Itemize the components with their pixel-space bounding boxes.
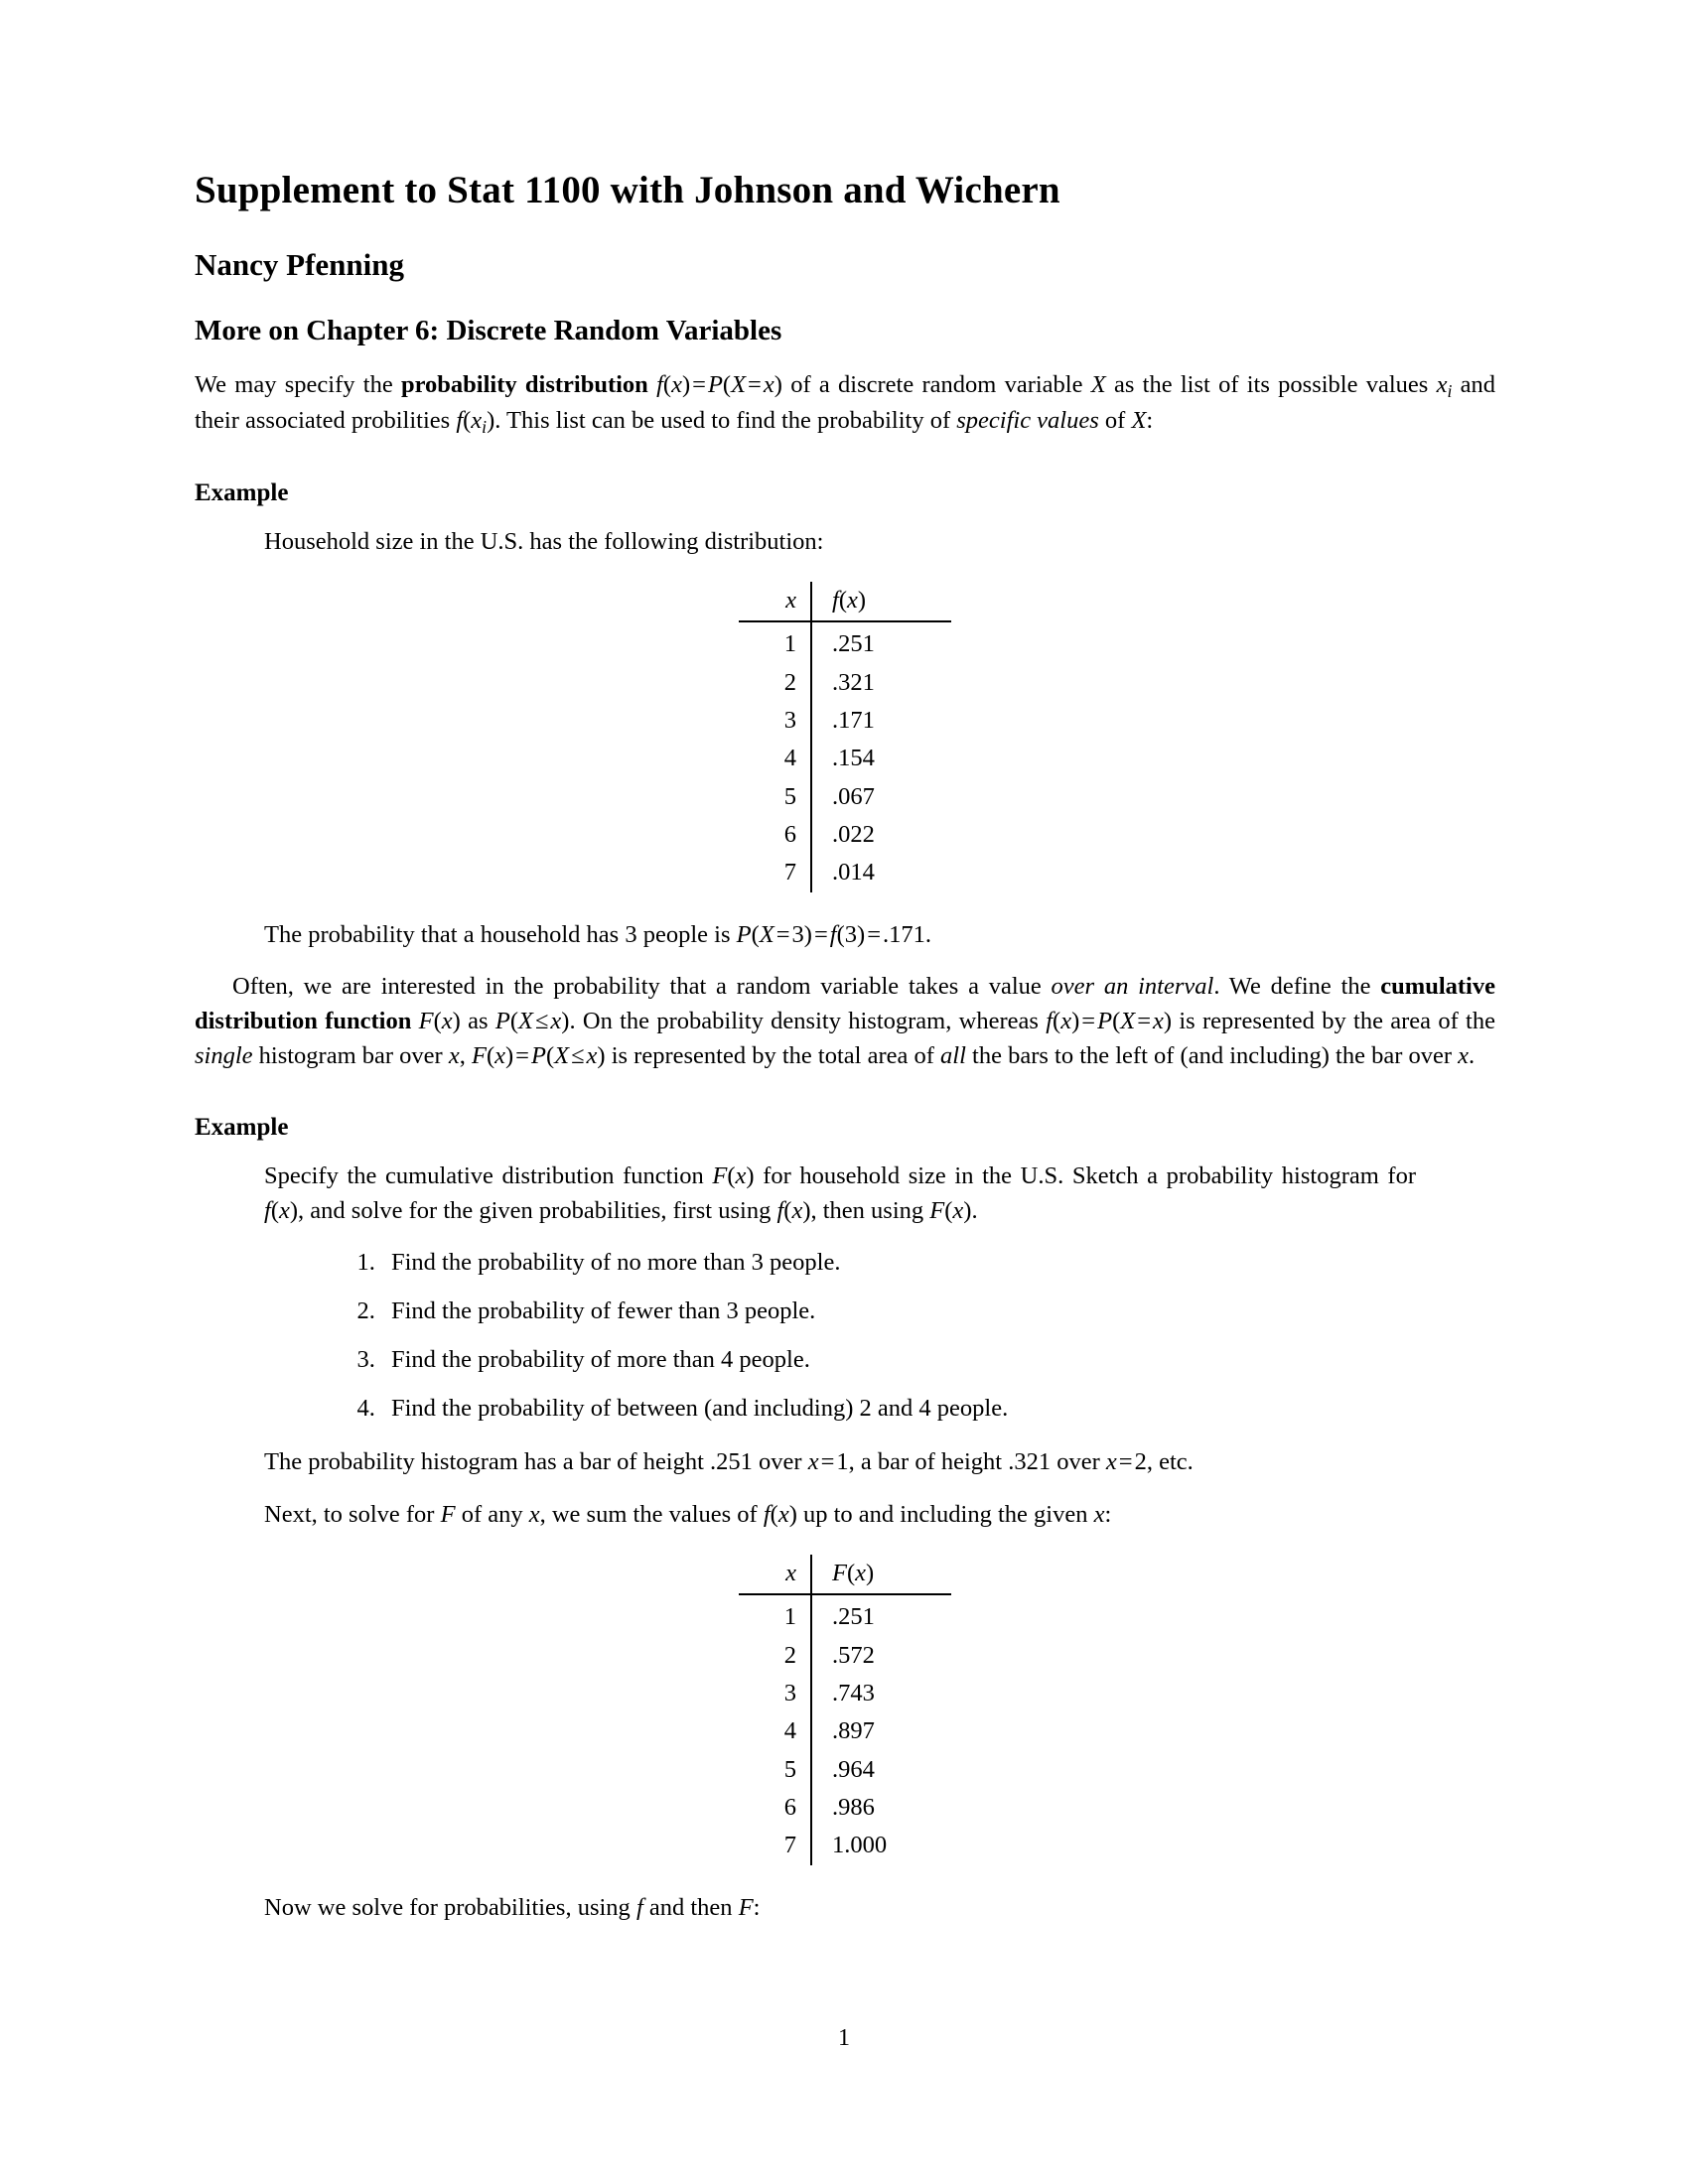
table-row [739,702,951,740]
table-row [739,1637,951,1675]
ex2-closing-math-f: f [635,1893,643,1921]
fx-cell-value: .321 [811,664,951,702]
table-row [739,1789,951,1827]
ex2-math-Fx1: F(x) [712,1161,755,1189]
example-1-closing [264,918,1416,953]
Fx-cell-value: .251 [811,1594,951,1636]
cdf-italic-single: single [195,1042,253,1069]
fx-table-head [739,582,951,621]
fx-cell-x: 7 [783,859,796,887]
cdf-math-x1: x [448,1042,460,1069]
example-2-closing [264,1891,1416,1926]
example-2-label: Example [195,1113,289,1141]
ex2-text-3: , and solve for the given probabilities, first using [298,1196,777,1224]
example-2-closing-block [264,1891,1416,1926]
cdf-math-x2: x [1458,1042,1470,1069]
Fx-table-wrap [195,1555,1495,1865]
table-row [739,1712,951,1750]
intro-math-xi: $x_i$ [1436,371,1453,402]
cdf-math-PXle: P(X≤x) [494,1008,570,1035]
Fx-cell-x: 6 [783,1794,796,1821]
fx-cell-value: .022 [811,816,951,854]
cdf-text-6: histogram bar over [252,1042,449,1069]
closing-text-2: . [924,920,932,948]
example-1-closing-block [264,918,1416,953]
Fx-cell-value: .572 [811,1637,951,1675]
intro-text-6: of [1098,407,1132,435]
list-item: 1. Find the probability of no more than 3 people. [381,1246,1416,1281]
Fx-cell-value: .964 [811,1751,951,1789]
intro-text-7: : [1146,407,1154,435]
table-row [739,1751,951,1789]
Fx-cell-x: 5 [783,1755,796,1783]
fx-header-value: f(x) [811,582,951,621]
next-math-fx: f(x) [763,1501,797,1529]
list-item: 3. Find the probability of more than 4 people. [381,1343,1416,1378]
cdf-text-7: , [459,1042,472,1069]
ex2-math-fx2: f(x) [776,1196,811,1224]
cdf-text-4: . On the probability density histogram, whereas [569,1008,1047,1035]
table-row [739,621,951,663]
fx-cell-value: .251 [811,621,951,663]
next-text-1: Next, to solve for [264,1501,441,1529]
hist-text-1: The probability histogram has a bar of height .251 over [264,1448,808,1476]
next-text-5: : [1104,1501,1112,1529]
hist-math-x2: x=2 [1105,1448,1147,1476]
Fx-cumulative-table [739,1555,951,1865]
hist-math-x1: x=1 [807,1448,849,1476]
Fx-table-header-row [739,1555,951,1594]
example-2-block [264,1160,1416,1533]
fx-cell-x: 1 [783,630,796,658]
Fx-cell-value: .743 [811,1675,951,1712]
fx-cell-value: .154 [811,740,951,777]
list-item: 2. Find the probability of fewer than 3 people. [381,1295,1416,1329]
intro-italic-specific: specific values [956,407,1099,435]
fx-cell-x: 4 [783,745,796,772]
fx-cell-value: .067 [811,778,951,816]
cdf-text-2: . We define the [1213,973,1381,1001]
ex2-text-2: for household size in the U.S. Sketch a probability histogram for [754,1161,1416,1189]
example-2-lead [264,1160,1416,1229]
Fx-cell-x: 2 [783,1641,796,1669]
intro-text-4: and their associated probilities [195,371,1496,435]
fx-table-body [739,621,951,891]
Fx-header-x: x [739,1555,811,1594]
fx-table-wrap [195,582,1495,892]
fx-cell-x: 2 [783,668,796,696]
histogram-description [264,1445,1416,1480]
ex2-closing-text-3: : [753,1893,761,1921]
closing-text-1: The probability that a household has 3 people is [264,920,737,948]
next-math-F: F [440,1501,456,1529]
next-text-2: of any [455,1501,529,1529]
example-1-block [264,525,1416,560]
hist-text-2: , a bar of height .321 over [848,1448,1106,1476]
Fx-cell-x: 7 [783,1832,796,1859]
fx-cell-x: 6 [783,821,796,848]
Fx-cell-value: .897 [811,1712,951,1750]
cdf-text-3: as [460,1008,495,1035]
ex2-math-fx1: f(x) [264,1196,299,1224]
cdf-text-8: is represented by the total area of [605,1042,941,1069]
next-text-4: up to and including the given [796,1501,1094,1529]
ex2-text-5: . [971,1196,978,1224]
table-row [739,778,951,816]
table-row [739,1675,951,1712]
intro-text-5: . This list can be used to find the probability of [494,407,957,435]
intro-text-2: of a discrete random variable [781,371,1091,399]
page-content [195,169,1495,1943]
cdf-math-fx: f(x)=P(X=x) [1046,1008,1173,1035]
ex2-closing-text-2: and then [642,1893,739,1921]
cdf-bold-term: cumulative distribution function [195,973,1495,1035]
ex2-text-1: Specify the cumulative distribution function [264,1161,713,1189]
Fx-cell-x: 3 [783,1680,796,1707]
fx-cell-value: .014 [811,854,951,891]
cdf-text-1: Often, we are interested in the probability that a random variable takes a value [232,973,1052,1001]
cdf-italic-interval: over an interval [1051,973,1214,1001]
cdf-text-9: the bars to the left of (and including) the bar over [965,1042,1459,1069]
fx-cell-x: 3 [783,707,796,735]
intro-text-1: We may specify the [195,371,401,399]
table-row [739,740,951,777]
Fx-table-head [739,1555,951,1594]
next-text-3: , we sum the values of [539,1501,764,1529]
intro-math-X2: X [1131,407,1147,435]
cdf-text-5: is represented by the area of the [1172,1008,1495,1035]
cdf-italic-all: all [940,1042,966,1069]
table-row [739,854,951,891]
author-name: Nancy Pfenning [195,246,404,282]
next-math-x2: x [1093,1501,1105,1529]
example-1-label: Example [195,479,289,507]
ex2-math-Fx2: F(x) [929,1196,972,1224]
page-title: Supplement to Stat 1100 with Johnson and Wichern [195,169,1060,211]
Fx-header-value: F(x) [811,1555,951,1594]
Fx-table-body [739,1594,951,1864]
Fx-cell-x: 4 [783,1717,796,1745]
next-solve-paragraph [264,1498,1416,1533]
next-math-x1: x [528,1501,540,1529]
ex2-closing-math-F: F [738,1893,754,1921]
table-row [739,1594,951,1636]
ex2-text-4: , then using [810,1196,930,1224]
fx-distribution-table [739,582,951,892]
section-heading: More on Chapter 6: Discrete Random Variables [195,315,782,347]
Fx-cell-value: 1.000 [811,1827,951,1864]
hist-text-3: , etc. [1146,1448,1194,1476]
intro-math-fx: f(x)=P(X=x) [656,371,782,399]
cdf-text-10: . [1469,1042,1476,1069]
fx-cell-x: 5 [783,782,796,810]
fx-table-header-row [739,582,951,621]
table-row [739,664,951,702]
fx-header-x: x [739,582,811,621]
intro-math-fxi: $f(x_i)$ [456,407,495,438]
Fx-cell-value: .986 [811,1789,951,1827]
cdf-math-Fx: F(x) [418,1008,461,1035]
closing-math: P(X=3)=f(3)=.171 [736,920,925,948]
example-1-lead: Household size in the U.S. has the following distribution: [264,528,824,556]
intro-text-3: as the list of its possible values [1105,371,1437,399]
table-row [739,816,951,854]
fx-cell-value: .171 [811,702,951,740]
page-number: 1 [838,2025,850,2051]
intro-bold-term: probability distribution [400,371,648,399]
table-row [739,1827,951,1864]
cdf-paragraph [195,970,1495,1073]
intro-paragraph [195,368,1495,440]
cdf-math-FxPXle: F(x)=P(X≤x) [471,1042,606,1069]
Fx-cell-x: 1 [783,1603,796,1631]
list-item: 4. Find the probability of between (and including) 2 and 4 people. [381,1392,1416,1427]
intro-math-X: X [1090,371,1106,399]
ex2-closing-text-1: Now we solve for probabilities, using [264,1893,636,1921]
problem-list [264,1246,1416,1426]
